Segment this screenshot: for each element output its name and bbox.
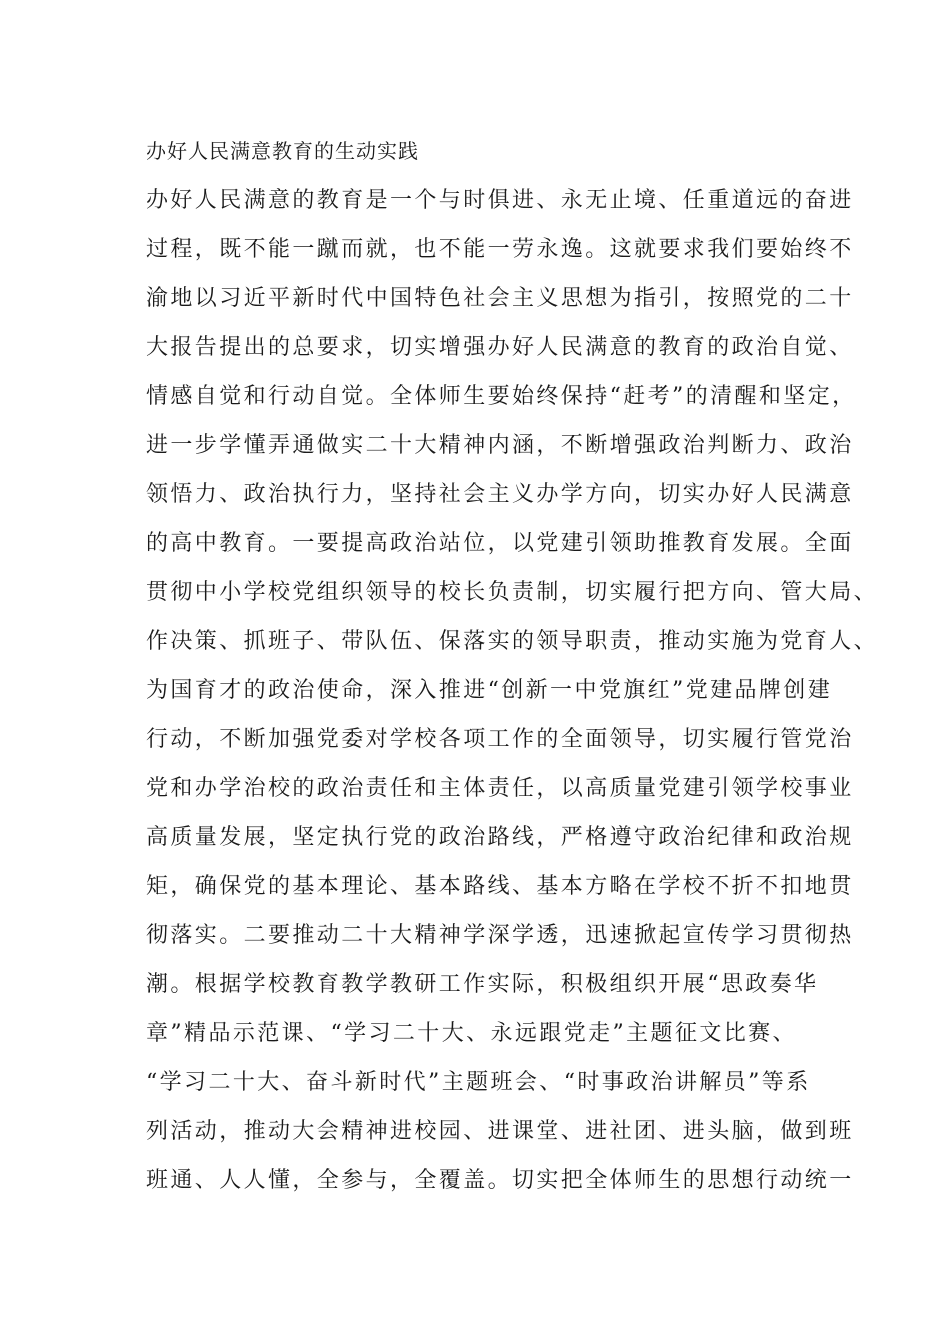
body-line: 大报告提出的总要求，切实增强办好人民满意的教育的政治自觉、 <box>146 335 854 360</box>
body-line: 班通、人人懂，全参与，全覆盖。切实把全体师生的思想行动统一 <box>146 1168 854 1193</box>
body-line: “学习二十大、奋斗新时代”主题班会、“时事政治讲解员”等系 <box>146 1070 811 1095</box>
body-line: 过程，既不能一蹴而就，也不能一劳永逸。这就要求我们要始终不 <box>146 237 854 262</box>
body-line: 的高中教育。一要提高政治站位，以党建引领助推教育发展。全面 <box>146 531 854 556</box>
body-line: 彻落实。二要推动二十大精神学深学透，迅速掀起宣传学习贯彻热 <box>146 923 854 948</box>
document-title: 办好人民满意教育的生动实践 <box>146 139 419 163</box>
body-line: 为国育才的政治使命，深入推进“创新一中党旗红”党建品牌创建 <box>146 678 833 703</box>
body-line: 章”精品示范课、“学习二十大、永远跟党走”主题征文比赛、 <box>146 1021 797 1046</box>
document-body <box>146 180 879 1209</box>
body-line: 高质量发展，坚定执行党的政治路线，严格遵守政治纪律和政治规 <box>146 825 854 850</box>
body-line: 情感自觉和行动自觉。全体师生要始终保持“赶考”的清醒和坚定， <box>146 384 857 409</box>
body-line: 列活动，推动大会精神进校园、进课堂、进社团、进头脑，做到班 <box>146 1119 854 1144</box>
body-line: 作决策、抓班子、带队伍、保落实的领导职责，推动实施为党育人、 <box>146 629 879 654</box>
body-line: 矩，确保党的基本理论、基本路线、基本方略在学校不折不扣地贯 <box>146 874 854 899</box>
body-line: 渝地以习近平新时代中国特色社会主义思想为指引，按照党的二十 <box>146 286 854 311</box>
body-line: 党和办学治校的政治责任和主体责任，以高质量党建引领学校事业 <box>146 776 854 801</box>
body-line: 行动，不断加强党委对学校各项工作的全面领导，切实履行管党治 <box>146 727 854 752</box>
body-line: 进一步学懂弄通做实二十大精神内涵，不断增强政治判断力、政治 <box>146 433 854 458</box>
body-line: 潮。根据学校教育教学教研工作实际，积极组织开展“思政奏华 <box>146 972 819 997</box>
body-line: 领悟力、政治执行力，坚持社会主义办学方向，切实办好人民满意 <box>146 482 854 507</box>
body-line: 办好人民满意的教育是一个与时俱进、永无止境、任重道远的奋进 <box>146 188 854 213</box>
body-line: 贯彻中小学校党组织领导的校长负责制，切实履行把方向、管大局、 <box>146 580 879 605</box>
